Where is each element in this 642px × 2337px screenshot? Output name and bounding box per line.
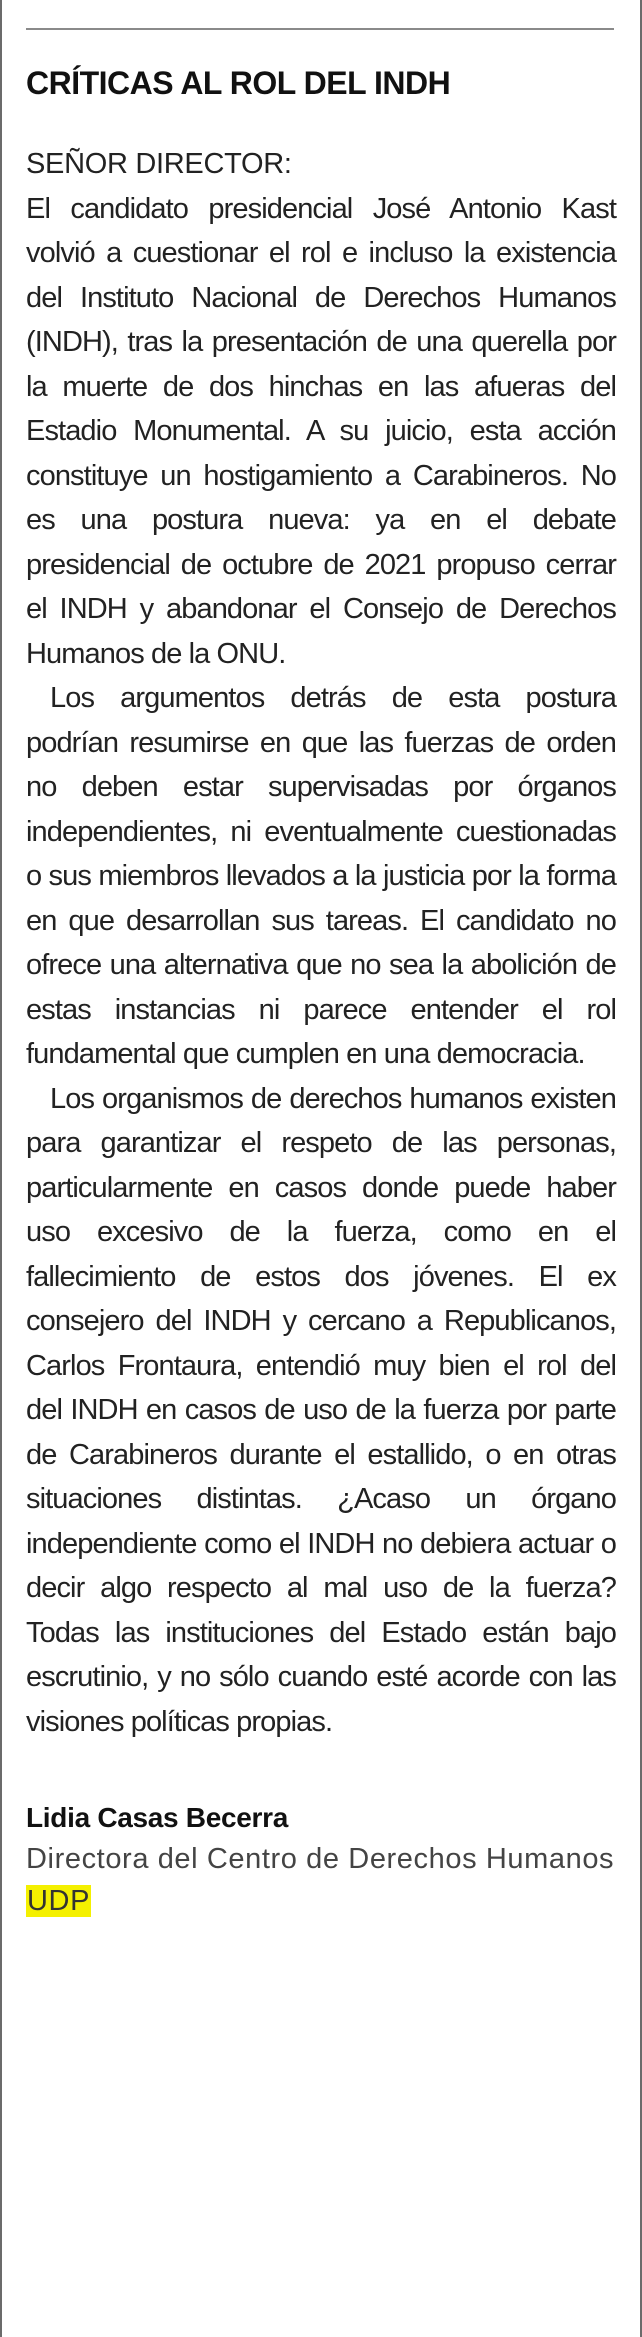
salutation: SEÑOR DIRECTOR: bbox=[26, 148, 292, 181]
signature-block bbox=[26, 1798, 616, 1922]
letter-article bbox=[26, 64, 616, 1922]
top-divider bbox=[26, 28, 614, 30]
author-role bbox=[26, 1838, 616, 1922]
left-border-rule bbox=[0, 0, 2, 2337]
body-paragraph-2: Los argumentos detrás de esta postura podrían resumirse en que las fuerzas de orden no deben estar supervisadas por órganos independientes, ni eventualmente cuestionadas o sus miembros llevados a la justicia por la forma en que desarrollan sus tareas. El candidato no ofrece una alternativa que no sea la abolición de estas instancias ni parece entender el rol fundamental que cumplen en una democracia. bbox=[26, 682, 616, 1071]
author-name: Lidia Casas Becerra bbox=[26, 1802, 289, 1834]
highlighted-university: UDP bbox=[27, 1885, 91, 1918]
author-role-text: Directora del Centro de Derechos Humanos bbox=[26, 1843, 615, 1876]
headline: CRÍTICAS AL ROL DEL INDH bbox=[26, 65, 451, 101]
body-paragraph-3: Los organismos de derechos humanos existen para garantizar el respeto de las personas, particularmente en casos donde puede haber uso excesivo de la fuerza, como en el fallecimiento de estos dos jóvenes. El ex consejero del INDH y cercano a Republicanos, Carlos Frontaura, entendió muy bien el rol del del INDH en casos de uso de la fuerza por parte de Carabineros durante el estallido, o en otras situaciones distintas. ¿Acaso un órgano independiente como el INDH no debiera actuar o decir algo respecto al mal uso de la fuerza? Todas las instituciones del Estado están bajo escrutinio, y no sólo cuando esté acorde con las visiones políticas propias. bbox=[26, 1082, 616, 1738]
body-paragraph-1: El candidato presidencial José Antonio Kast volvió a cuestionar el rol e incluso la existencia del Instituto Nacional de Derechos Humanos (INDH), tras la presentación de una querella por la muerte de dos hinchas en las afueras del Estadio Monumental. A su juicio, esta acción constituye un hostigamiento a Carabineros. No es una postura nueva: ya en el debate presidencial de octubre de 2021 propuso cerrar el INDH y abandonar el Consejo de Derechos Humanos de la ONU. bbox=[26, 192, 616, 670]
